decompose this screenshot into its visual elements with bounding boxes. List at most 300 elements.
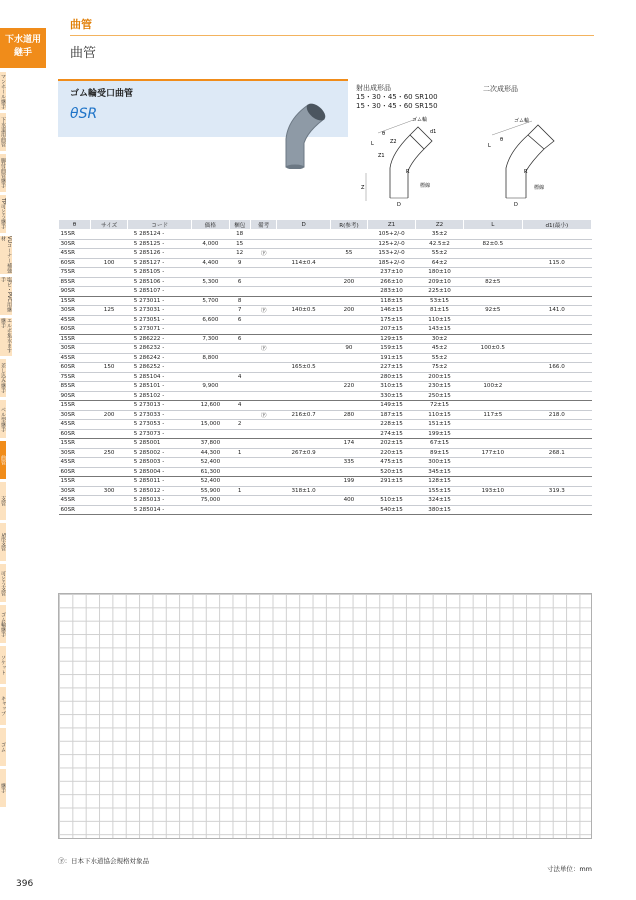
table-cell [522, 287, 591, 297]
table-cell [250, 429, 277, 439]
table-cell [229, 268, 250, 278]
table-row [59, 505, 592, 515]
table-cell: 45SR [59, 353, 91, 363]
table-cell: 149±15 [368, 401, 416, 411]
table-cell [250, 363, 277, 373]
table-cell: 85SR [59, 382, 91, 392]
table-cell: 60SR [59, 325, 91, 335]
table-cell: 165±0.5 [277, 363, 330, 373]
table-cell [464, 334, 523, 344]
table-cell [464, 230, 523, 240]
table-cell [522, 439, 591, 449]
table-cell: 6 [229, 277, 250, 287]
table-cell: 202±15 [368, 439, 416, 449]
table-row [59, 410, 592, 420]
table-cell: 1 [229, 448, 250, 458]
table-cell: 200 [330, 306, 367, 316]
table-cell [250, 277, 277, 287]
table-cell: 166.0 [522, 363, 591, 373]
table-cell [330, 325, 367, 335]
table-cell: 45SR [59, 249, 91, 259]
table-cell [330, 353, 367, 363]
table-cell [250, 296, 277, 306]
table-cell [229, 287, 250, 297]
table-cell [277, 249, 330, 259]
table-cell: 324±15 [416, 496, 464, 506]
table-cell [90, 325, 127, 335]
table-cell: ㊦ [250, 410, 277, 420]
table-cell: 6 [229, 315, 250, 325]
table-row [59, 496, 592, 506]
table-cell [250, 439, 277, 449]
table-cell: 5 285014 - [128, 505, 192, 515]
table-cell [330, 467, 367, 477]
table-cell: 5 285106 - [128, 277, 192, 287]
table-cell: 7 [229, 306, 250, 316]
table-cell: 15,000 [192, 420, 229, 430]
table-cell [250, 258, 277, 268]
table-cell: 15SR [59, 401, 91, 411]
table-cell: 61,300 [192, 467, 229, 477]
table-cell: 300±15 [416, 458, 464, 468]
diagram2-label: 二次成形品 [483, 85, 518, 93]
table-cell: 268.1 [522, 448, 591, 458]
sidebar-tab[interactable]: ゴム [0, 728, 6, 766]
sidebar-tab[interactable]: キャップ [0, 687, 6, 725]
table-cell: 4 [229, 401, 250, 411]
table-cell: 125+2/-0 [368, 239, 416, 249]
table-cell: 5 285012 - [128, 486, 192, 496]
table-cell: 60SR [59, 429, 91, 439]
table-cell [330, 230, 367, 240]
table-row [59, 306, 592, 316]
table-row [59, 249, 592, 259]
column-header: Z1 [368, 220, 416, 230]
table-cell [277, 439, 330, 449]
table-cell [90, 429, 127, 439]
table-cell [330, 391, 367, 401]
diagram2-r-text: R [524, 169, 528, 175]
table-cell [277, 505, 330, 515]
table-cell: 114±0.4 [277, 258, 330, 268]
table-row [59, 315, 592, 325]
table-cell: 5 285126 - [128, 249, 192, 259]
table-row [59, 448, 592, 458]
table-cell [250, 268, 277, 278]
table-cell [368, 486, 416, 496]
table-cell: 30SR [59, 486, 91, 496]
table-cell [330, 429, 367, 439]
table-body [59, 230, 592, 515]
table-cell [330, 363, 367, 373]
table-cell: 15SR [59, 230, 91, 240]
table-cell: 30SR [59, 344, 91, 354]
table-cell [250, 477, 277, 487]
table-cell [277, 401, 330, 411]
table-cell: 335 [330, 458, 367, 468]
table-cell: 475±15 [368, 458, 416, 468]
table-cell: 45SR [59, 315, 91, 325]
table-row [59, 277, 592, 287]
table-cell [277, 344, 330, 354]
table-cell: 90SR [59, 391, 91, 401]
diagram2-theta-text: θ [500, 137, 504, 143]
table-cell: 60SR [59, 258, 91, 268]
table-cell: 151±15 [416, 420, 464, 430]
table-cell: 177±10 [464, 448, 523, 458]
table-row [59, 239, 592, 249]
column-header: D [277, 220, 330, 230]
table-cell: 5 285107 - [128, 287, 192, 297]
table-cell [250, 401, 277, 411]
diagram1-d1-text: d1 [430, 129, 437, 135]
table-cell [522, 334, 591, 344]
table-cell: 5 285011 - [128, 477, 192, 487]
table-cell [330, 315, 367, 325]
diagram2-l-text: L [488, 143, 491, 149]
table-cell: ㊦ [250, 249, 277, 259]
table-cell: 143±15 [416, 325, 464, 335]
table-cell [229, 496, 250, 506]
table-cell [192, 268, 229, 278]
table-cell: 5 273031 - [128, 306, 192, 316]
sidebar-tab[interactable]: 曲管 [0, 441, 6, 479]
table-cell [90, 315, 127, 325]
sidebar-tab[interactable]: 塩ビ・PVC用継手 [0, 277, 12, 315]
table-cell [277, 429, 330, 439]
table-cell [277, 296, 330, 306]
table-cell: 35±2 [416, 230, 464, 240]
table-cell: 5 285001 [128, 439, 192, 449]
table-cell [250, 486, 277, 496]
table-cell [90, 439, 127, 449]
table-cell: 400 [330, 496, 367, 506]
table-cell [229, 458, 250, 468]
table-row [59, 477, 592, 487]
table-cell [192, 230, 229, 240]
sidebar-tab[interactable]: S形支管 [0, 523, 6, 561]
diagram1-z-text: Z [361, 185, 365, 191]
table-cell: 191±15 [368, 353, 416, 363]
table-cell [522, 401, 591, 411]
table-cell [229, 391, 250, 401]
table-cell [192, 249, 229, 259]
table-cell [464, 458, 523, 468]
page-number: 396 [16, 879, 34, 889]
table-cell [250, 467, 277, 477]
table-cell: 280 [330, 410, 367, 420]
table-cell: 60SR [59, 505, 91, 515]
sidebar-header [0, 28, 46, 68]
table-cell [192, 505, 229, 515]
table-row [59, 458, 592, 468]
table-cell [192, 429, 229, 439]
category-label: 曲管 [70, 18, 92, 31]
sidebar-tab[interactable]: 支管 [0, 482, 6, 520]
table-cell [250, 420, 277, 430]
table-row [59, 230, 592, 240]
table-cell: 5 273073 - [128, 429, 192, 439]
table-cell [229, 439, 250, 449]
sidebar-tab[interactable]: 継手 [0, 769, 6, 807]
table-cell [90, 477, 127, 487]
diagram2-d-text: D [514, 202, 518, 208]
table-cell: 129±15 [368, 334, 416, 344]
sidebar-tab[interactable]: エルボ集水ます継手 [0, 318, 12, 356]
table-cell: 64±2 [416, 258, 464, 268]
table-cell: 5 285013 - [128, 496, 192, 506]
table-cell: 85SR [59, 277, 91, 287]
table-cell [250, 496, 277, 506]
table-cell [90, 372, 127, 382]
table-cell [250, 505, 277, 515]
table-cell [330, 372, 367, 382]
table-cell: 75±2 [416, 363, 464, 373]
sidebar-tab[interactable]: ソケット [0, 646, 6, 684]
table-cell [192, 344, 229, 354]
table-cell [90, 249, 127, 259]
sidebar-tab[interactable]: ゴム輪継手 [0, 605, 6, 643]
table-cell [277, 458, 330, 468]
table-cell: ㊦ [250, 344, 277, 354]
table-cell [464, 315, 523, 325]
table-cell: 5 273011 - [128, 296, 192, 306]
diagram1-l-text: L [371, 141, 374, 147]
table-cell [192, 410, 229, 420]
table-cell: 42.5±2 [416, 239, 464, 249]
table-cell [464, 353, 523, 363]
column-header: 梱包 [229, 220, 250, 230]
table-cell: ㊦ [250, 306, 277, 316]
table-cell: 266±10 [368, 277, 416, 287]
table-cell: 1 [229, 486, 250, 496]
sidebar-tab[interactable]: マンホール継手 [0, 73, 6, 109]
table-cell: 187±15 [368, 410, 416, 420]
table-cell [229, 325, 250, 335]
table-cell: 230±15 [416, 382, 464, 392]
table-cell: 72±15 [416, 401, 464, 411]
table-row [59, 268, 592, 278]
table-cell: 540±15 [368, 505, 416, 515]
table-cell [464, 372, 523, 382]
table-cell [277, 477, 330, 487]
table-cell [464, 391, 523, 401]
table-cell: 5 285127 - [128, 258, 192, 268]
table-cell [90, 401, 127, 411]
table-cell [229, 363, 250, 373]
table-cell [90, 296, 127, 306]
table-cell [464, 325, 523, 335]
table-cell [464, 258, 523, 268]
table-row [59, 467, 592, 477]
table-cell: 318±1.0 [277, 486, 330, 496]
table-cell [330, 334, 367, 344]
table-row [59, 401, 592, 411]
table-cell: 90 [330, 344, 367, 354]
table-cell: 5 285004 - [128, 467, 192, 477]
table-cell: 5 285125 - [128, 239, 192, 249]
table-cell [522, 429, 591, 439]
table-cell [90, 344, 127, 354]
table-cell: 52,400 [192, 458, 229, 468]
table-cell: 55 [330, 249, 367, 259]
table-cell: 90SR [59, 287, 91, 297]
header-divider [70, 35, 594, 36]
table-row [59, 372, 592, 382]
table-cell [330, 268, 367, 278]
table-cell: 100±2 [464, 382, 523, 392]
table-cell [250, 448, 277, 458]
table-cell [330, 505, 367, 515]
table-cell: 150 [90, 363, 127, 373]
table-cell: 140±0.5 [277, 306, 330, 316]
table-cell [464, 496, 523, 506]
table-cell: 5 286242 - [128, 353, 192, 363]
diagram1-z1-text: Z1 [378, 153, 385, 159]
product-banner [58, 79, 348, 137]
table-cell: 220±15 [368, 448, 416, 458]
table-cell: 15 [229, 239, 250, 249]
table-cell: 15SR [59, 439, 91, 449]
table-cell: 159±15 [368, 344, 416, 354]
table-cell: 300 [90, 486, 127, 496]
table-cell [330, 448, 367, 458]
table-cell [277, 325, 330, 335]
table-row [59, 439, 592, 449]
table-row [59, 486, 592, 496]
table-cell: 200 [90, 410, 127, 420]
table-cell [250, 382, 277, 392]
table-cell: 115.0 [522, 258, 591, 268]
table-cell: 60SR [59, 363, 91, 373]
table-cell [90, 230, 127, 240]
diagram1-label [356, 84, 438, 111]
table-cell [90, 420, 127, 430]
table-cell [250, 334, 277, 344]
sidebar-tab[interactable]: 可とう支管 [0, 564, 6, 602]
table-cell [522, 268, 591, 278]
table-cell [277, 315, 330, 325]
table-cell: 199±15 [416, 429, 464, 439]
table-cell: 5 273071 - [128, 325, 192, 335]
table-cell [464, 401, 523, 411]
table-row [59, 334, 592, 344]
table-cell [277, 467, 330, 477]
table-cell [250, 287, 277, 297]
table-row [59, 296, 592, 306]
table-cell [522, 325, 591, 335]
diagram1-label-line1: 射出成形品 [356, 84, 391, 92]
diagram1-r-text: R [406, 169, 410, 175]
table-cell [90, 353, 127, 363]
table-cell: 155±15 [416, 486, 464, 496]
table-cell [250, 315, 277, 325]
diagram2-marker-text: 標線 [534, 185, 545, 191]
table-cell: 105+2/-0 [368, 230, 416, 240]
table-cell: 5 285104 - [128, 372, 192, 382]
table-cell [192, 325, 229, 335]
unit-note: 寸法単位：mm [546, 865, 592, 873]
table-cell [464, 429, 523, 439]
table-cell: 55±2 [416, 353, 464, 363]
table-cell [522, 496, 591, 506]
table-row [59, 258, 592, 268]
table-cell: 81±15 [416, 306, 464, 316]
table-cell: 5 273051 - [128, 315, 192, 325]
table-cell [229, 429, 250, 439]
sidebar-tab[interactable]: VUコーナー補強材 [0, 236, 12, 274]
table-cell [90, 382, 127, 392]
table-cell: 82±0.5 [464, 239, 523, 249]
table-cell: 250 [90, 448, 127, 458]
table-cell: 510±15 [368, 496, 416, 506]
sidebar-tab[interactable]: 脚付曲管継手 [0, 154, 6, 192]
table-cell: 5 286232 - [128, 344, 192, 354]
table-cell: 220 [330, 382, 367, 392]
column-header: L [464, 220, 523, 230]
table-cell: 52,400 [192, 477, 229, 487]
table-cell: 310±15 [368, 382, 416, 392]
sidebar-tab[interactable]: 下水道用曲管 [0, 113, 6, 151]
table-cell [277, 268, 330, 278]
table-cell: 5 285105 - [128, 268, 192, 278]
table-cell: 30SR [59, 306, 91, 316]
table-cell: 37,800 [192, 439, 229, 449]
table-cell [522, 467, 591, 477]
table-cell: 209±10 [416, 277, 464, 287]
table-cell: 30SR [59, 448, 91, 458]
table-cell [277, 353, 330, 363]
table-cell: 4 [229, 372, 250, 382]
table-cell [192, 372, 229, 382]
table-cell: 5,700 [192, 296, 229, 306]
table-cell: 2 [229, 420, 250, 430]
sidebar-tab[interactable]: 差し込み継手 [0, 359, 6, 397]
table-cell [229, 344, 250, 354]
table-cell [522, 344, 591, 354]
table-cell: 345±15 [416, 467, 464, 477]
table-cell: 92±5 [464, 306, 523, 316]
table-cell: 330±15 [368, 391, 416, 401]
table-cell: 30±2 [416, 334, 464, 344]
table-row [59, 353, 592, 363]
table-cell: 4,400 [192, 258, 229, 268]
table-cell [90, 334, 127, 344]
table-cell: 7,300 [192, 334, 229, 344]
diagram1-theta-text: θ [382, 131, 386, 137]
table-cell: 118±15 [368, 296, 416, 306]
table-cell: 30SR [59, 239, 91, 249]
table-cell: 225±10 [416, 287, 464, 297]
notes-grid [58, 593, 592, 839]
table-cell [522, 382, 591, 392]
table-cell: 267±0.9 [277, 448, 330, 458]
table-cell [464, 249, 523, 259]
table-cell: 5 285002 - [128, 448, 192, 458]
diagram2-rubber-text: ゴム輪 [514, 118, 530, 124]
table-cell: 12 [229, 249, 250, 259]
sidebar-tab[interactable]: ベル型継手 [0, 400, 6, 438]
table-cell: 6,600 [192, 315, 229, 325]
diagram1-label-line3: 15・30・45・60 SR150 [356, 102, 438, 110]
sidebar-tab[interactable]: TP可とう継手 [0, 195, 6, 233]
table-cell [250, 239, 277, 249]
table-cell: 283±10 [368, 287, 416, 297]
table-cell: 520±15 [368, 467, 416, 477]
column-header: コード [128, 220, 192, 230]
table-cell: 216±0.7 [277, 410, 330, 420]
table-cell: 53±15 [416, 296, 464, 306]
